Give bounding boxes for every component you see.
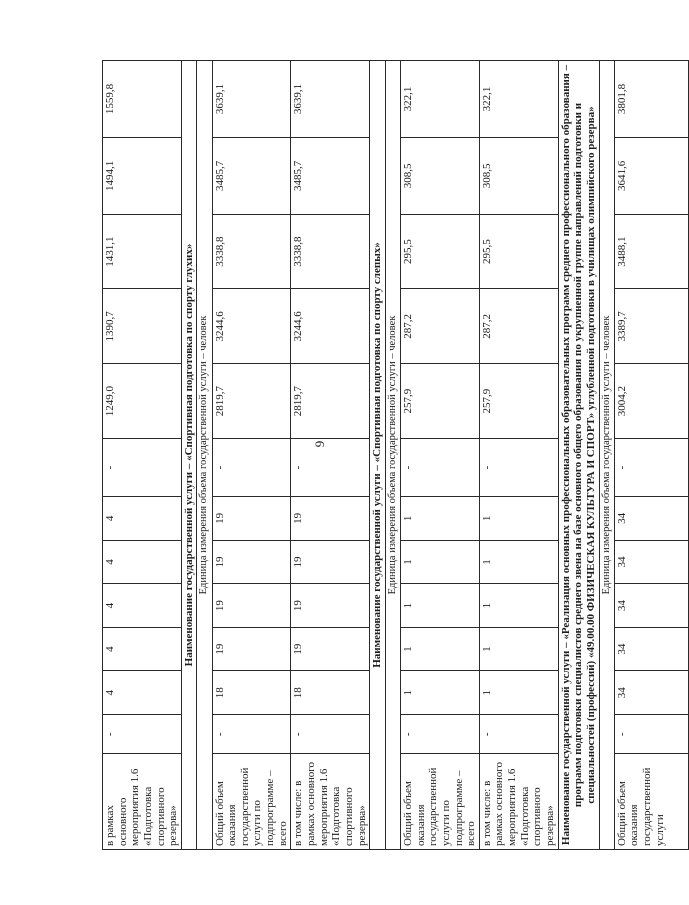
- table-cell: 1: [400, 540, 479, 584]
- unit-row: [197, 61, 212, 850]
- table-cell: 308,5: [479, 137, 558, 214]
- table-cell: 34: [614, 540, 688, 584]
- table-cell: 1431,1: [103, 214, 182, 289]
- table-cell: 4: [103, 584, 182, 628]
- table-cell: 2819,7: [291, 364, 370, 439]
- service-name-heading: Наименование государственной услуги – «Реализация основных профессиональных образовательных программ среднего профессионального образования – программ подготовки специалистов среднего звена на базе основного общего образования по укрупненной группе направлений подготовки и специальностей (профессий) «49.00.00 ФИЗИЧЕСКАЯ КУЛЬТУРА И СПОРТ» углубленной подготовки в училищах олимпийского резерва»: [558, 61, 599, 850]
- table-cell: 1249,0: [103, 364, 182, 439]
- table-cell: 287,2: [479, 289, 558, 364]
- table-cell: 19: [212, 627, 291, 671]
- unit-row: [385, 61, 400, 850]
- unit-of-measure: Единица измерения объема государственной услуги – человек: [197, 61, 212, 850]
- table-cell: 1: [400, 671, 479, 715]
- unit-row: [599, 61, 614, 850]
- service-name-heading: Наименование государственной услуги – «Спортивная подготовка по спорту глухих»: [181, 61, 197, 850]
- table-cell: -: [291, 438, 370, 496]
- table-cell: 3338,8: [291, 214, 370, 289]
- table-cell: 322,1: [400, 61, 479, 138]
- table-cell: 3244,6: [212, 289, 291, 364]
- table-cell: 34: [614, 497, 688, 541]
- services-volume-table: [102, 60, 689, 850]
- row-label: в том числе: в рамках основного мероприятия 1.6 «Подготовка спортивного резерва»: [291, 754, 370, 850]
- table-cell: 3244,6: [291, 289, 370, 364]
- table-cell: 18: [291, 671, 370, 715]
- table-cell: 18: [212, 671, 291, 715]
- table-cell: 19: [291, 497, 370, 541]
- table-cell: 257,9: [400, 364, 479, 439]
- table-cell: 287,2: [400, 289, 479, 364]
- table-cell: 3801,8: [614, 61, 688, 138]
- table-cell: 19: [212, 540, 291, 584]
- table-cell: -: [614, 715, 688, 754]
- table-cell: 3641,6: [614, 137, 688, 214]
- table-row: [479, 61, 558, 850]
- table-cell: 2819,7: [212, 364, 291, 439]
- section-heading-row: [558, 61, 599, 850]
- table-cell: 1: [400, 627, 479, 671]
- unit-of-measure: Единица измерения объема государственной услуги – человек: [599, 61, 614, 850]
- table-cell: 1: [479, 584, 558, 628]
- table-cell: -: [479, 715, 558, 754]
- table-cell: -: [614, 438, 688, 496]
- table-cell: 34: [614, 671, 688, 715]
- table-cell: 19: [291, 540, 370, 584]
- table-cell: 1390,7: [103, 289, 182, 364]
- table-cell: -: [103, 715, 182, 754]
- table-cell: 1: [479, 671, 558, 715]
- table-cell: 3485,7: [212, 137, 291, 214]
- table-cell: 1559,8: [103, 61, 182, 138]
- table-row: [103, 61, 182, 850]
- table-cell: 3004,2: [614, 364, 688, 439]
- table-row: [212, 61, 291, 850]
- table-cell: 1494,1: [103, 137, 182, 214]
- table-cell: 3488,1: [614, 214, 688, 289]
- table-cell: -: [400, 715, 479, 754]
- table-cell: 1: [400, 584, 479, 628]
- rotated-table-container: [102, 60, 666, 850]
- table-cell: 19: [212, 497, 291, 541]
- table-cell: 3485,7: [291, 137, 370, 214]
- table-cell: 34: [614, 627, 688, 671]
- table-cell: 1: [479, 627, 558, 671]
- table-cell: 322,1: [479, 61, 558, 138]
- row-label: Общий объем оказания государственной услуги по подпрограмме – всего: [212, 754, 291, 850]
- section-heading-row: [181, 61, 197, 850]
- section-heading-row: [370, 61, 386, 850]
- row-label: Общий объем оказания государственной услуги: [614, 754, 688, 850]
- table-cell: -: [212, 438, 291, 496]
- table-cell: 295,5: [479, 214, 558, 289]
- service-name-heading: Наименование государственной услуги – «Спортивная подготовка по спорту слепых»: [370, 61, 386, 850]
- table-cell: 4: [103, 627, 182, 671]
- table-cell: 34: [614, 584, 688, 628]
- table-cell: 1: [479, 540, 558, 584]
- row-label: в том числе: в рамках основного мероприятия 1.6 «Подготовка спортивного резерва»: [479, 754, 558, 850]
- table-cell: 4: [103, 497, 182, 541]
- table-cell: 19: [291, 584, 370, 628]
- table-cell: 295,5: [400, 214, 479, 289]
- table-cell: 4: [103, 540, 182, 584]
- table-cell: 1: [400, 497, 479, 541]
- table-cell: 4: [103, 671, 182, 715]
- table-cell: -: [103, 438, 182, 496]
- table-cell: 19: [212, 584, 291, 628]
- table-row: [291, 61, 370, 850]
- table-body: [103, 61, 689, 850]
- table-cell: 1: [479, 497, 558, 541]
- table-row: [614, 61, 688, 850]
- table-cell: 3639,1: [212, 61, 291, 138]
- table-cell: -: [291, 715, 370, 754]
- table-cell: 3338,8: [212, 214, 291, 289]
- table-cell: 308,5: [400, 137, 479, 214]
- table-cell: -: [479, 438, 558, 496]
- page-number: 9: [312, 440, 327, 448]
- table-row: [400, 61, 479, 850]
- row-label: в рамках основного мероприятия 1.6 «Подготовка спортивного резерва»: [103, 754, 182, 850]
- table-cell: -: [400, 438, 479, 496]
- table-cell: 257,9: [479, 364, 558, 439]
- table-cell: 19: [291, 627, 370, 671]
- row-label: Общий объем оказания государственной услуги по подпрограмме – всего: [400, 754, 479, 850]
- table-cell: 3389,7: [614, 289, 688, 364]
- table-cell: 3639,1: [291, 61, 370, 138]
- unit-of-measure: Единица измерения объема государственной услуги – человек: [385, 61, 400, 850]
- table-cell: -: [212, 715, 291, 754]
